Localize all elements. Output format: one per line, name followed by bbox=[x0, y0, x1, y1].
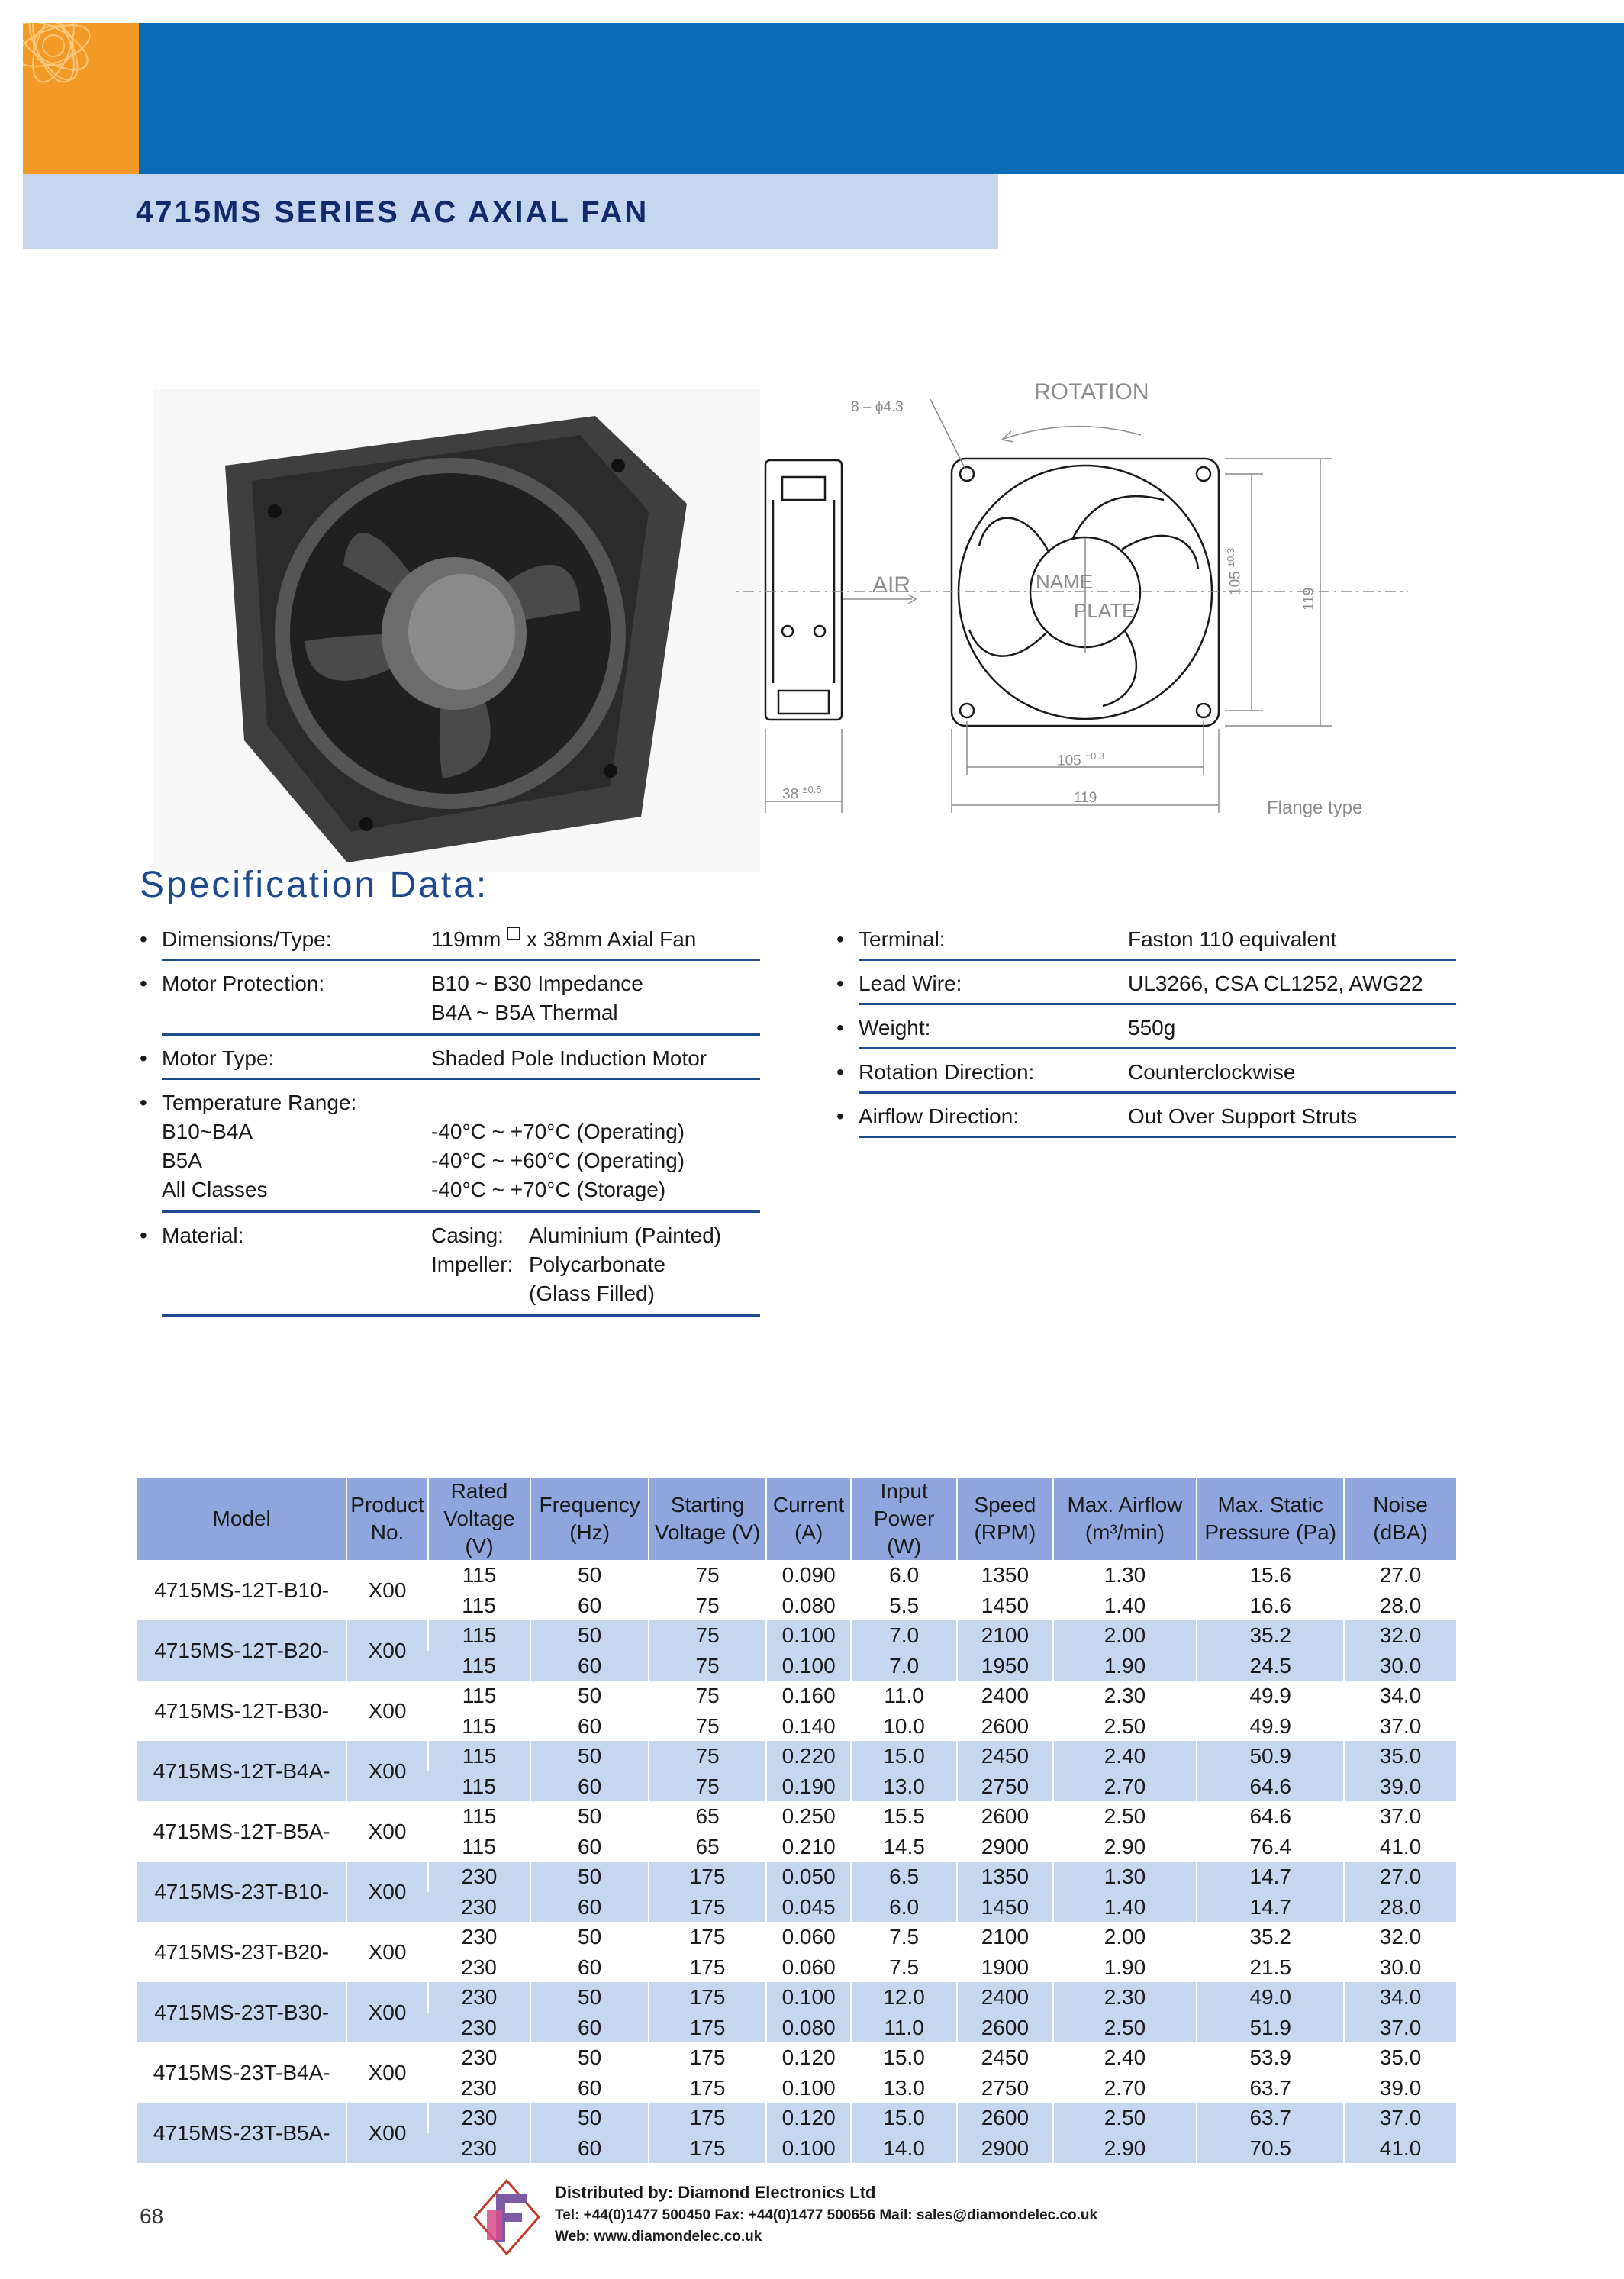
table-cell: 2900 bbox=[957, 1832, 1052, 1862]
table-cell: 76.4 bbox=[1197, 1832, 1344, 1862]
table-cell: 35.0 bbox=[1344, 1741, 1456, 1771]
model-cell: 4715MS-23T-B30- bbox=[137, 1982, 346, 2042]
table-cell: 2.40 bbox=[1053, 2042, 1197, 2073]
table-cell: 1450 bbox=[957, 1591, 1052, 1621]
contact-line: Tel: +44(0)1477 500450 Fax: +44(0)1477 500656 Mail: sales@diamondelec.co.uk bbox=[555, 2207, 1098, 2223]
web-line: Web: www.diamondelec.co.uk bbox=[555, 2229, 762, 2245]
name-label: NAME bbox=[1036, 570, 1094, 593]
table-row bbox=[137, 2042, 1456, 2073]
product-no-cell: X00 bbox=[346, 1982, 428, 2042]
table-cell: 35.0 bbox=[1344, 2042, 1456, 2073]
table-cell: 2.40 bbox=[1053, 1741, 1197, 1771]
table-cell: 7.0 bbox=[851, 1620, 957, 1651]
model-cell: 4715MS-12T-B20- bbox=[137, 1620, 346, 1681]
table-cell: 175 bbox=[649, 1862, 766, 1892]
table-cell: 50 bbox=[530, 1801, 649, 1832]
table-cell: 2100 bbox=[957, 1620, 1052, 1651]
table-cell: 15.6 bbox=[1197, 1560, 1344, 1591]
table-cell: 34.0 bbox=[1344, 1982, 1456, 2013]
table-cell: 175 bbox=[649, 1922, 766, 1952]
table-cell: 60 bbox=[530, 1952, 649, 1983]
table-cell: 1350 bbox=[957, 1560, 1052, 1591]
table-cell: 7.5 bbox=[851, 1922, 957, 1952]
table-cell: 27.0 bbox=[1344, 1862, 1456, 1892]
table-cell: 75 bbox=[649, 1591, 766, 1621]
table-cell: 2750 bbox=[957, 1771, 1052, 1802]
distributor-line: Distributed by: Diamond Electronics Ltd bbox=[555, 2183, 876, 2202]
table-cell: 37.0 bbox=[1344, 2013, 1456, 2043]
table-cell: 50 bbox=[530, 1620, 649, 1651]
table-cell: 75 bbox=[649, 1741, 766, 1771]
pitch-vertical-dimension: 105 $^{\pm 0.3}$ bbox=[1225, 547, 1244, 595]
pitch-horizontal-dimension: 105 $^{\pm 0.3}$ bbox=[1057, 750, 1105, 769]
column-header: Max. Airflow (m³/min) bbox=[1053, 1478, 1197, 1560]
table-cell: 230 bbox=[428, 1982, 530, 2013]
column-header: Rated Voltage (V) bbox=[428, 1478, 530, 1560]
table-cell: 175 bbox=[649, 2103, 766, 2133]
table-cell: 60 bbox=[530, 2133, 649, 2164]
table-cell: 60 bbox=[530, 1651, 649, 1681]
divider bbox=[162, 959, 760, 961]
table-cell: 28.0 bbox=[1344, 1892, 1456, 1923]
table-cell: 34.0 bbox=[1344, 1681, 1456, 1711]
table-cell: 60 bbox=[530, 1892, 649, 1923]
height-dimension: 119 bbox=[1301, 587, 1317, 611]
table-cell: 115 bbox=[428, 1651, 530, 1681]
table-cell: 1.90 bbox=[1053, 1952, 1197, 1983]
table-cell: 2600 bbox=[957, 2103, 1052, 2133]
table-cell: 60 bbox=[530, 1832, 649, 1862]
table-cell: 1.40 bbox=[1053, 1591, 1197, 1621]
table-row bbox=[137, 1862, 1456, 1892]
table-cell: 2.90 bbox=[1053, 2133, 1197, 2164]
model-data-table bbox=[137, 1478, 1456, 2163]
table-cell: 75 bbox=[649, 1651, 766, 1681]
table-cell: 115 bbox=[428, 1771, 530, 1802]
table-cell: 37.0 bbox=[1344, 2103, 1456, 2133]
table-cell: 0.250 bbox=[766, 1801, 851, 1832]
table-cell: 2450 bbox=[957, 1741, 1052, 1771]
column-header: Input Power (W) bbox=[851, 1478, 957, 1560]
table-cell: 175 bbox=[649, 1982, 766, 2013]
table-header-row bbox=[137, 1478, 1456, 1560]
table-cell: 60 bbox=[530, 1591, 649, 1621]
model-cell: 4715MS-12T-B4A- bbox=[137, 1741, 346, 1801]
spec-motor-protection: • Motor Protection: B10 ~ B30 Impedance B4A ~ B5A Thermal bbox=[140, 972, 643, 1024]
spec-weight: • Weight: 550g bbox=[836, 1016, 1176, 1040]
table-cell: 230 bbox=[428, 1922, 530, 1952]
table-cell: 50.9 bbox=[1197, 1741, 1344, 1771]
model-cell: 4715MS-23T-B5A- bbox=[137, 2103, 346, 2163]
table-cell: 1.40 bbox=[1053, 1892, 1197, 1923]
table-cell: 230 bbox=[428, 1892, 530, 1923]
table-cell: 230 bbox=[428, 2133, 530, 2164]
table-cell: 0.080 bbox=[766, 1591, 851, 1621]
table-cell: 0.140 bbox=[766, 1711, 851, 1742]
table-row bbox=[137, 1801, 1456, 1832]
table-cell: 115 bbox=[428, 1681, 530, 1711]
table-cell: 1350 bbox=[957, 1862, 1052, 1892]
table-cell: 5.5 bbox=[851, 1591, 957, 1621]
column-header: Speed (RPM) bbox=[957, 1478, 1052, 1560]
table-cell: 1.30 bbox=[1053, 1862, 1197, 1892]
table-cell: 0.100 bbox=[766, 1982, 851, 2013]
divider bbox=[859, 1047, 1456, 1049]
table-cell: 175 bbox=[649, 1952, 766, 1983]
table-cell: 0.220 bbox=[766, 1741, 851, 1771]
table-cell: 2.50 bbox=[1053, 2103, 1197, 2133]
column-header: Model bbox=[137, 1478, 346, 1560]
table-cell: 2.50 bbox=[1053, 1711, 1197, 1742]
table-row bbox=[137, 1560, 1456, 1591]
table-cell: 230 bbox=[428, 2103, 530, 2133]
brand-logo-block bbox=[23, 23, 139, 174]
table-cell: 2.30 bbox=[1053, 1982, 1197, 2013]
table-cell: 0.120 bbox=[766, 2103, 851, 2133]
table-cell: 230 bbox=[428, 2013, 530, 2043]
table-cell: 2600 bbox=[957, 1711, 1052, 1742]
table-cell: 12.0 bbox=[851, 1982, 957, 2013]
table-cell: 6.5 bbox=[851, 1862, 957, 1892]
table-cell: 2400 bbox=[957, 1681, 1052, 1711]
table-cell: 60 bbox=[530, 1771, 649, 1802]
table-cell: 2.30 bbox=[1053, 1681, 1197, 1711]
table-cell: 175 bbox=[649, 1892, 766, 1923]
rotation-label: ROTATION bbox=[1034, 379, 1149, 405]
table-row bbox=[137, 1741, 1456, 1771]
table-cell: 70.5 bbox=[1197, 2133, 1344, 2164]
table-cell: 0.080 bbox=[766, 2013, 851, 2043]
table-cell: 0.210 bbox=[766, 1832, 851, 1862]
table-cell: 50 bbox=[530, 1982, 649, 2013]
spec-dimensions: • Dimensions/Type: 119mm x 38mm Axial Fan bbox=[140, 927, 697, 951]
table-cell: 0.100 bbox=[766, 2073, 851, 2103]
product-no-cell: X00 bbox=[346, 1560, 428, 1620]
model-cell: 4715MS-23T-B4A- bbox=[153, 2060, 330, 2084]
table-row bbox=[137, 1922, 1456, 1952]
table-cell: 2600 bbox=[957, 2013, 1052, 2043]
spec-material: • Material: Casing: Aluminium (Painted) Impeller: Polycarbonate (Glass Filled) bbox=[140, 1223, 722, 1305]
product-no-cell: X00 bbox=[346, 1922, 428, 1982]
table-cell: 37.0 bbox=[1344, 1711, 1456, 1742]
table-cell: 115 bbox=[462, 1713, 496, 1738]
table-cell: 65 bbox=[649, 1832, 766, 1862]
table-cell: 32.0 bbox=[1344, 1620, 1456, 1651]
table-cell: 230 bbox=[461, 1955, 497, 1979]
table-cell: 64.6 bbox=[1197, 1801, 1344, 1832]
model-cell: 4715MS-23T-B20- bbox=[154, 1939, 330, 1964]
model-group bbox=[137, 1801, 1456, 1862]
table-cell: 115 bbox=[428, 1620, 530, 1651]
table-cell: 30.0 bbox=[1344, 1952, 1456, 1983]
table-cell: 0.060 bbox=[766, 1922, 851, 1952]
table-cell: 2.50 bbox=[1053, 1801, 1197, 1832]
table-cell: 16.6 bbox=[1197, 1591, 1344, 1621]
divider bbox=[162, 1033, 760, 1036]
column-header: Noise (dBA) bbox=[1344, 1478, 1456, 1560]
divider bbox=[859, 1136, 1456, 1138]
table-cell: 35.2 bbox=[1197, 1620, 1344, 1651]
table-cell: 175 bbox=[649, 2133, 766, 2164]
table-cell: 2.70 bbox=[1053, 1771, 1197, 1802]
table-cell: 1.30 bbox=[1053, 1560, 1197, 1591]
product-no-cell: X00 bbox=[346, 2042, 428, 2103]
table-row bbox=[137, 1620, 1456, 1651]
table-cell: 50 bbox=[530, 1560, 649, 1591]
table-cell: 15.0 bbox=[851, 2103, 957, 2133]
table-cell: 0.190 bbox=[766, 1771, 851, 1802]
table-cell: 21.5 bbox=[1197, 1952, 1344, 1983]
table-row bbox=[137, 1681, 1456, 1711]
table-cell: 175 bbox=[649, 2013, 766, 2043]
table-cell: 75 bbox=[649, 1711, 766, 1742]
square-icon bbox=[507, 927, 520, 940]
flange-type-label: Flange type bbox=[1267, 798, 1363, 818]
model-cell: 4715MS-12T-B5A- bbox=[153, 1819, 330, 1843]
table-cell: 24.5 bbox=[1197, 1651, 1344, 1681]
product-no-cell: X00 bbox=[346, 1801, 428, 1862]
table-cell: 75 bbox=[649, 1620, 766, 1651]
table-cell: 50 bbox=[530, 1741, 649, 1771]
table-cell: 230 bbox=[461, 2075, 497, 2100]
table-cell: 0.090 bbox=[766, 1560, 851, 1591]
divider bbox=[162, 1314, 760, 1317]
table-cell: 115 bbox=[462, 1593, 496, 1617]
table-cell: 6.0 bbox=[851, 1892, 957, 1923]
spec-lead-wire: • Lead Wire: UL3266, CSA CL1252, AWG22 bbox=[836, 972, 1423, 995]
table-cell: 0.100 bbox=[766, 1651, 851, 1681]
table-cell: 50 bbox=[530, 1922, 649, 1952]
table-cell: 2.00 bbox=[1053, 1922, 1197, 1952]
table-cell: 49.9 bbox=[1197, 1711, 1344, 1742]
table-cell: 75 bbox=[649, 1681, 766, 1711]
model-group bbox=[137, 1681, 1456, 1741]
table-cell: 50 bbox=[530, 1862, 649, 1892]
model-group bbox=[137, 1620, 1456, 1681]
table-cell: 14.7 bbox=[1197, 1892, 1344, 1923]
model-group bbox=[137, 2042, 1456, 2103]
flower-logo-icon bbox=[23, 23, 139, 174]
table-cell: 35.2 bbox=[1197, 1922, 1344, 1952]
model-group bbox=[137, 1922, 1456, 1982]
column-header: Current (A) bbox=[766, 1478, 851, 1560]
table-cell: 1.90 bbox=[1053, 1651, 1197, 1681]
table-cell: 1450 bbox=[957, 1892, 1052, 1923]
table-cell: 2.90 bbox=[1053, 1832, 1197, 1862]
table-cell: 175 bbox=[649, 2042, 766, 2073]
table-cell: 15.0 bbox=[851, 1741, 957, 1771]
table-cell: 0.045 bbox=[766, 1892, 851, 1923]
fan-photo bbox=[153, 389, 760, 872]
plate-label: PLATE bbox=[1074, 599, 1136, 622]
table-cell: 49.9 bbox=[1197, 1681, 1344, 1711]
spec-terminal: • Terminal: Faston 110 equivalent bbox=[836, 927, 1337, 951]
table-cell: 50 bbox=[530, 2103, 649, 2133]
table-cell: 0.160 bbox=[766, 1681, 851, 1711]
depth-dimension: 38 $^{\pm 0.5}$ bbox=[782, 784, 822, 803]
table-cell: 2.50 bbox=[1053, 2013, 1197, 2043]
page-title: 4715MS SERIES AC AXIAL FAN bbox=[136, 195, 649, 229]
column-header: Frequency (Hz) bbox=[530, 1478, 649, 1560]
table-cell: 2100 bbox=[957, 1922, 1052, 1952]
table-cell: 115 bbox=[428, 1741, 530, 1771]
hole-label: 8 – ϕ4.3 bbox=[851, 399, 904, 415]
spec-motor-type: • Motor Type: Shaded Pole Induction Motor bbox=[140, 1046, 707, 1070]
table-cell: 0.100 bbox=[766, 2133, 851, 2164]
table-cell: 60 bbox=[530, 2013, 649, 2043]
table-cell: 0.050 bbox=[766, 1862, 851, 1892]
table-cell: 11.0 bbox=[851, 2013, 957, 2043]
model-cell: 4715MS-12T-B10- bbox=[154, 1578, 330, 1602]
spec-temperature-range: • Temperature Range: B10~B4A -40°C ~ +70°C (Operating) B5A -40°C ~ +60°C (Operating) All Classes -40°C ~ +70°C (Storage) bbox=[140, 1091, 685, 1201]
column-header: Max. Static Pressure (Pa) bbox=[1197, 1478, 1344, 1560]
table-cell: 2.70 bbox=[1053, 2073, 1197, 2103]
table-cell: 63.7 bbox=[1197, 2073, 1344, 2103]
table-cell: 50 bbox=[530, 2042, 649, 2073]
table-cell: 50 bbox=[530, 1681, 649, 1711]
table-cell: 6.0 bbox=[851, 1560, 957, 1591]
air-label: AIR bbox=[872, 572, 911, 598]
table-cell: 41.0 bbox=[1344, 2133, 1456, 2164]
table-cell: 1950 bbox=[957, 1651, 1052, 1681]
title-band bbox=[23, 174, 998, 249]
table-cell: 10.0 bbox=[851, 1711, 957, 1742]
product-no-cell: X00 bbox=[346, 2103, 428, 2163]
model-group bbox=[137, 1560, 1456, 1620]
table-cell: 115 bbox=[462, 1834, 496, 1858]
table-cell: 2750 bbox=[957, 2073, 1052, 2103]
column-header: Starting Voltage (V) bbox=[649, 1478, 766, 1560]
table-cell: 49.0 bbox=[1197, 1982, 1344, 2013]
table-cell: 53.9 bbox=[1197, 2042, 1344, 2073]
table-row bbox=[137, 1982, 1456, 2013]
table-cell: 7.5 bbox=[851, 1952, 957, 1983]
table-cell: 15.0 bbox=[851, 2042, 957, 2073]
spec-airflow-direction: • Airflow Direction: Out Over Support Struts bbox=[836, 1104, 1358, 1128]
model-group bbox=[137, 1862, 1456, 1922]
table-cell: 75 bbox=[649, 1560, 766, 1591]
table-cell: 175 bbox=[649, 2073, 766, 2103]
spec-rotation-direction: • Rotation Direction: Counterclockwise bbox=[836, 1060, 1296, 1084]
table-cell: 14.7 bbox=[1197, 1862, 1344, 1892]
width-dimension: 119 bbox=[1074, 790, 1097, 806]
table-cell: 2900 bbox=[957, 2133, 1052, 2164]
column-header: Product No. bbox=[346, 1478, 428, 1560]
table-cell: 115 bbox=[428, 1801, 530, 1832]
fan-dimension-drawing bbox=[736, 363, 1439, 836]
divider bbox=[859, 1091, 1456, 1094]
divider bbox=[859, 959, 1456, 961]
table-cell: 2400 bbox=[957, 1982, 1052, 2013]
table-cell: 37.0 bbox=[1344, 1801, 1456, 1832]
product-no-cell: X00 bbox=[346, 1681, 428, 1741]
table-cell: 0.120 bbox=[766, 2042, 851, 2073]
table-cell: 51.9 bbox=[1197, 2013, 1344, 2043]
table-cell: 14.5 bbox=[851, 1832, 957, 1862]
table-cell: 39.0 bbox=[1344, 1771, 1456, 1802]
model-cell: 4715MS-23T-B10- bbox=[137, 1862, 346, 1922]
table-cell: 115 bbox=[428, 1560, 530, 1591]
model-cell: 4715MS-12T-B30- bbox=[154, 1698, 330, 1723]
table-cell: 1900 bbox=[957, 1952, 1052, 1983]
table-row bbox=[137, 2103, 1456, 2133]
table-cell: 7.0 bbox=[851, 1651, 957, 1681]
table-cell: 63.7 bbox=[1197, 2103, 1344, 2133]
table-cell: 28.0 bbox=[1344, 1591, 1456, 1621]
table-cell: 230 bbox=[428, 2042, 530, 2073]
product-no-cell: X00 bbox=[346, 1862, 428, 1922]
table-cell: 41.0 bbox=[1344, 1832, 1456, 1862]
table-cell: 0.100 bbox=[766, 1620, 851, 1651]
table-cell: 60 bbox=[530, 1711, 649, 1742]
table-cell: 14.0 bbox=[851, 2133, 957, 2164]
table-cell: 15.5 bbox=[851, 1801, 957, 1832]
table-cell: 30.0 bbox=[1344, 1651, 1456, 1681]
table-cell: 2600 bbox=[957, 1801, 1052, 1832]
model-group bbox=[137, 1741, 1456, 1801]
table-cell: 230 bbox=[428, 1862, 530, 1892]
model-group bbox=[137, 1982, 1456, 2042]
table-cell: 13.0 bbox=[851, 2073, 957, 2103]
divider bbox=[859, 1003, 1456, 1005]
table-cell: 75 bbox=[649, 1771, 766, 1802]
table-cell: 64.6 bbox=[1197, 1771, 1344, 1802]
page-number: 68 bbox=[140, 2204, 164, 2228]
table-cell: 11.0 bbox=[851, 1681, 957, 1711]
table-cell: 60 bbox=[530, 2073, 649, 2103]
divider bbox=[162, 1210, 760, 1213]
table-cell: 32.0 bbox=[1344, 1922, 1456, 1952]
table-cell: 2450 bbox=[957, 2042, 1052, 2073]
header-banner bbox=[139, 23, 1624, 174]
table-cell: 0.060 bbox=[766, 1952, 851, 1983]
diamond-electronics-logo-icon bbox=[473, 2179, 540, 2255]
product-no-cell: X00 bbox=[346, 1741, 428, 1801]
spec-heading: Specification Data: bbox=[140, 865, 489, 905]
divider bbox=[162, 1078, 760, 1080]
model-group bbox=[137, 2103, 1456, 2163]
product-no-cell: X00 bbox=[346, 1620, 428, 1681]
table-cell: 65 bbox=[649, 1801, 766, 1832]
table-cell: 13.0 bbox=[851, 1771, 957, 1802]
table-cell: 27.0 bbox=[1344, 1560, 1456, 1591]
table-cell: 39.0 bbox=[1344, 2073, 1456, 2103]
table-cell: 2.00 bbox=[1053, 1620, 1197, 1651]
